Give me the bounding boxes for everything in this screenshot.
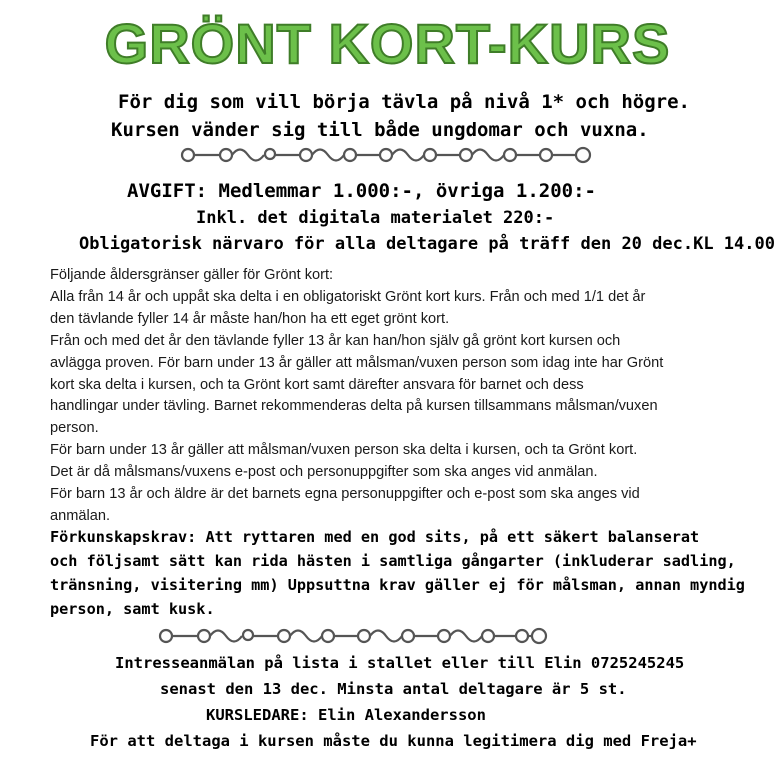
body-line: kort ska delta i kursen, och ta Grönt kort samt därefter ansvara för barnet och dess [50, 376, 584, 393]
subtitle-line-2: Kursen vänder sig till både ungdomar och vuxna. [111, 119, 649, 141]
body-line: den tävlande fyller 14 år måste han/hon ha ett eget grönt kort. [50, 310, 450, 327]
body-line: Alla från 14 år och uppåt ska delta i en obligatoriskt Grönt kort kurs. Från och med 1/1 det år [50, 288, 646, 305]
body-line: För barn under 13 år gäller att målsman/vuxen person ska delta i kursen, och ta Grönt kort. [50, 442, 638, 459]
prerequisites-section [50, 525, 745, 621]
prereq-line: Förkunskapskrav: Att ryttaren med en god sits, på ett säkert balanserat [50, 528, 700, 546]
course-leader-line: KURSLEDARE: Elin Alexandersson [206, 706, 486, 724]
prereq-line: tränsning, visitering mm) Uppsuttna krav gäller ej för målsman, annan myndig [50, 576, 745, 594]
identification-line: För att deltaga i kursen måste du kunna legitimera dig med Freja+ [90, 732, 697, 750]
body-line: Följande åldersgränser gäller för Grönt kort: [50, 267, 334, 283]
body-line: Det är då målsmans/vuxens e-post och personuppgifter som ska anges vid anmälan. [50, 464, 598, 481]
deadline-line: senast den 13 dec. Minsta antal deltagare är 5 st. [160, 680, 627, 698]
body-line: person. [50, 420, 99, 437]
body-line: avlägga proven. För barn under 13 år gäller att målsman/vuxen person som idag inte har Grönt [50, 354, 664, 371]
body-line: anmälan. [50, 507, 111, 524]
page-title: GRÖNT KORT-KURS [104, 12, 671, 75]
prereq-line: person, samt kusk. [50, 600, 215, 618]
horse-bit-chain-icon [0, 623, 775, 649]
attendance-line: Obligatorisk närvaro för alla deltagare på träff den 20 dec.KL 14.00 [79, 234, 775, 254]
material-line: Inkl. det digitala materialet 220:- [196, 208, 555, 228]
subtitle-line-1: För dig som vill börja tävla på nivå 1* och högre. [118, 91, 690, 113]
body-line: För barn 13 år och äldre är det barnets egna personuppgifter och e-post som ska anges vid [50, 486, 640, 503]
age-limits-section [50, 265, 740, 528]
body-line: Från och med det år den tävlande fyller 13 år kan han/hon själv gå grönt kort kursen och [50, 332, 621, 349]
fee-line: AVGIFT: Medlemmar 1.000:-, övriga 1.200:- [127, 180, 596, 202]
body-line: handlingar under tävling. Barnet rekommenderas delta på kursen tillsammans målsman/vuxen [50, 398, 658, 415]
horse-bit-chain-icon [0, 142, 775, 168]
registration-line: Intresseanmälan på lista i stallet eller till Elin 0725245245 [115, 654, 685, 672]
prereq-line: och följsamt sätt kan rida hästen i samtliga gångarter (inkluderar sadling, [50, 552, 736, 570]
